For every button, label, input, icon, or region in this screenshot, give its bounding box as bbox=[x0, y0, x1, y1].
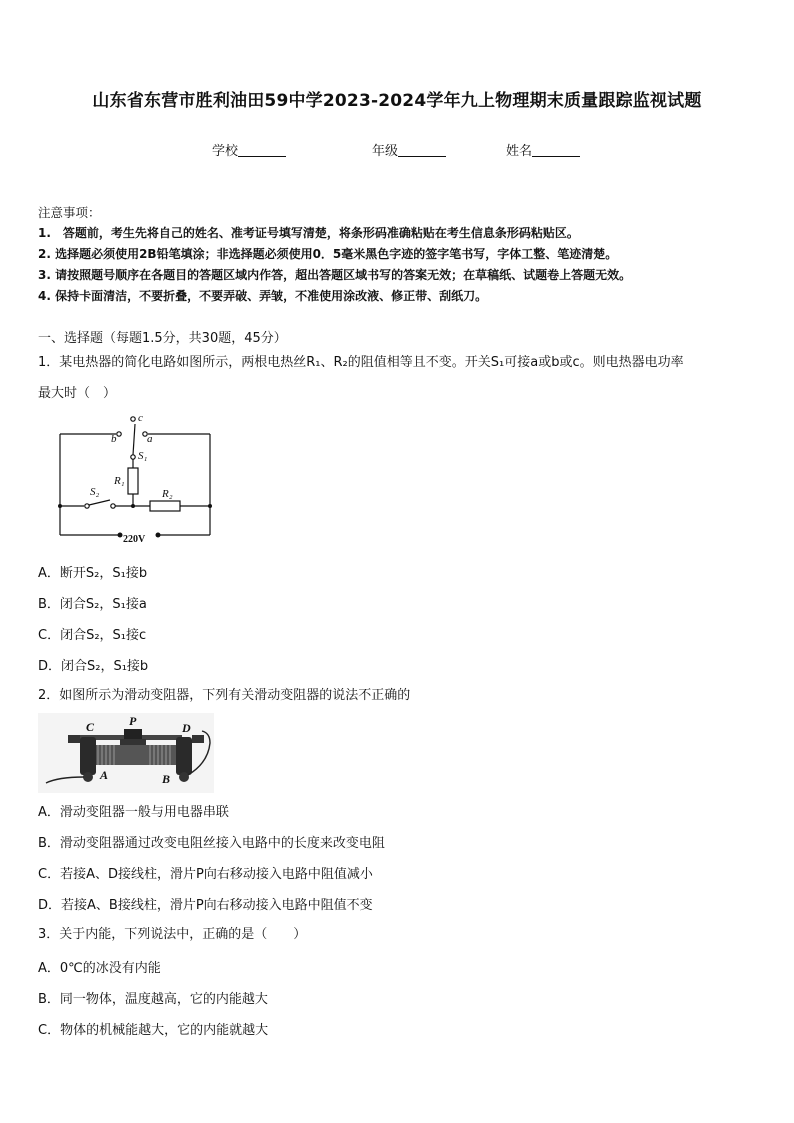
label-b: b bbox=[111, 433, 117, 445]
label-s1: S₁ bbox=[138, 450, 148, 462]
section-title: 一、选择题（每题1.5分，共30题，45分） bbox=[38, 331, 287, 346]
label-r2: R₂ bbox=[162, 488, 173, 500]
question-2-option-d[interactable]: D．若接A、B接线柱，滑片P向右移动接入电路中阻值不变 bbox=[38, 898, 373, 913]
notice-heading: 注意事项： bbox=[38, 205, 101, 220]
question-2-option-a[interactable]: A．滑动变阻器一般与用电器串联 bbox=[38, 805, 229, 820]
notice-item: 2. 选择题必须使用2B铅笔填涂；非选择题必须使用0．5毫米黑色字迹的签字笔书写，字体工整、笔迹清楚。 bbox=[38, 247, 618, 261]
question-2-option-c[interactable]: C．若接A、D接线柱，滑片P向右移动接入电路中阻值减小 bbox=[38, 867, 373, 882]
notice-item: 3. 请按照题号顺序在各题目的答题区域内作答，超出答题区域书写的答案无效；在草稿纸、试题卷上答题无效。 bbox=[38, 268, 632, 282]
page-title: 山东省东营市胜利油田59中学2023-2024学年九上物理期末质量跟踪监视试题 bbox=[92, 91, 702, 111]
question-3-stem: 3．关于内能，下列说法中，正确的是（ ） bbox=[38, 927, 307, 942]
question-1-stem-line2: 最大时（ ） bbox=[38, 386, 117, 401]
label-r1: R₁ bbox=[114, 475, 125, 487]
question-1-option-c[interactable]: C．闭合S₂，S₁接c bbox=[38, 628, 147, 643]
label-a: a bbox=[147, 433, 153, 445]
grade-blank[interactable] bbox=[398, 143, 446, 157]
label-voltage: 220V bbox=[123, 534, 146, 545]
grade-field[interactable] bbox=[372, 140, 446, 159]
name-label: 姓名 bbox=[506, 144, 533, 159]
label-B: B bbox=[162, 772, 171, 786]
name-blank[interactable] bbox=[532, 143, 580, 157]
school-blank[interactable] bbox=[238, 143, 286, 157]
label-D: D bbox=[182, 721, 191, 735]
question-3-option-b[interactable]: B．同一物体，温度越高，它的内能越大 bbox=[38, 992, 268, 1007]
question-3-option-c[interactable]: C．物体的机械能越大，它的内能就越大 bbox=[38, 1023, 269, 1038]
label-s2: S₂ bbox=[90, 486, 100, 498]
question-1-option-b[interactable]: B．闭合S₂，S₁接a bbox=[38, 597, 147, 612]
grade-label: 年级 bbox=[372, 144, 399, 159]
question-1-option-d[interactable]: D．闭合S₂，S₁接b bbox=[38, 659, 149, 674]
question-1-option-a[interactable]: A．断开S₂，S₁接b bbox=[38, 566, 148, 581]
notice-item: 1. 答题前，考生先将自己的姓名、准考证号填写清楚，将条形码准确粘贴在考生信息条形码粘贴区。 bbox=[38, 226, 579, 240]
name-field[interactable] bbox=[506, 140, 580, 159]
notice-item: 4. 保持卡面清洁，不要折叠，不要弄破、弄皱，不准使用涂改液、修正带、刮纸刀。 bbox=[38, 289, 488, 303]
question-1-stem-line1: 1．某电热器的简化电路如图所示，两根电热丝R₁、R₂的阻值相等且不变。开关S₁可接a或b或c。则电热器电功率 bbox=[38, 355, 684, 370]
rheostat-image bbox=[38, 713, 214, 793]
label-A: A bbox=[100, 768, 109, 782]
school-label: 学校 bbox=[212, 144, 239, 159]
label-C: C bbox=[86, 720, 95, 734]
question-2-option-b[interactable]: B．滑动变阻器通过改变电阻丝接入电路中的长度来改变电阻 bbox=[38, 836, 385, 851]
circuit-diagram bbox=[50, 412, 220, 548]
label-c: c bbox=[138, 412, 143, 424]
question-3-option-a[interactable]: A．0℃的冰没有内能 bbox=[38, 961, 161, 976]
label-P: P bbox=[129, 714, 137, 728]
school-field[interactable] bbox=[212, 140, 286, 159]
question-2-stem: 2．如图所示为滑动变阻器，下列有关滑动变阻器的说法不正确的 bbox=[38, 688, 411, 703]
